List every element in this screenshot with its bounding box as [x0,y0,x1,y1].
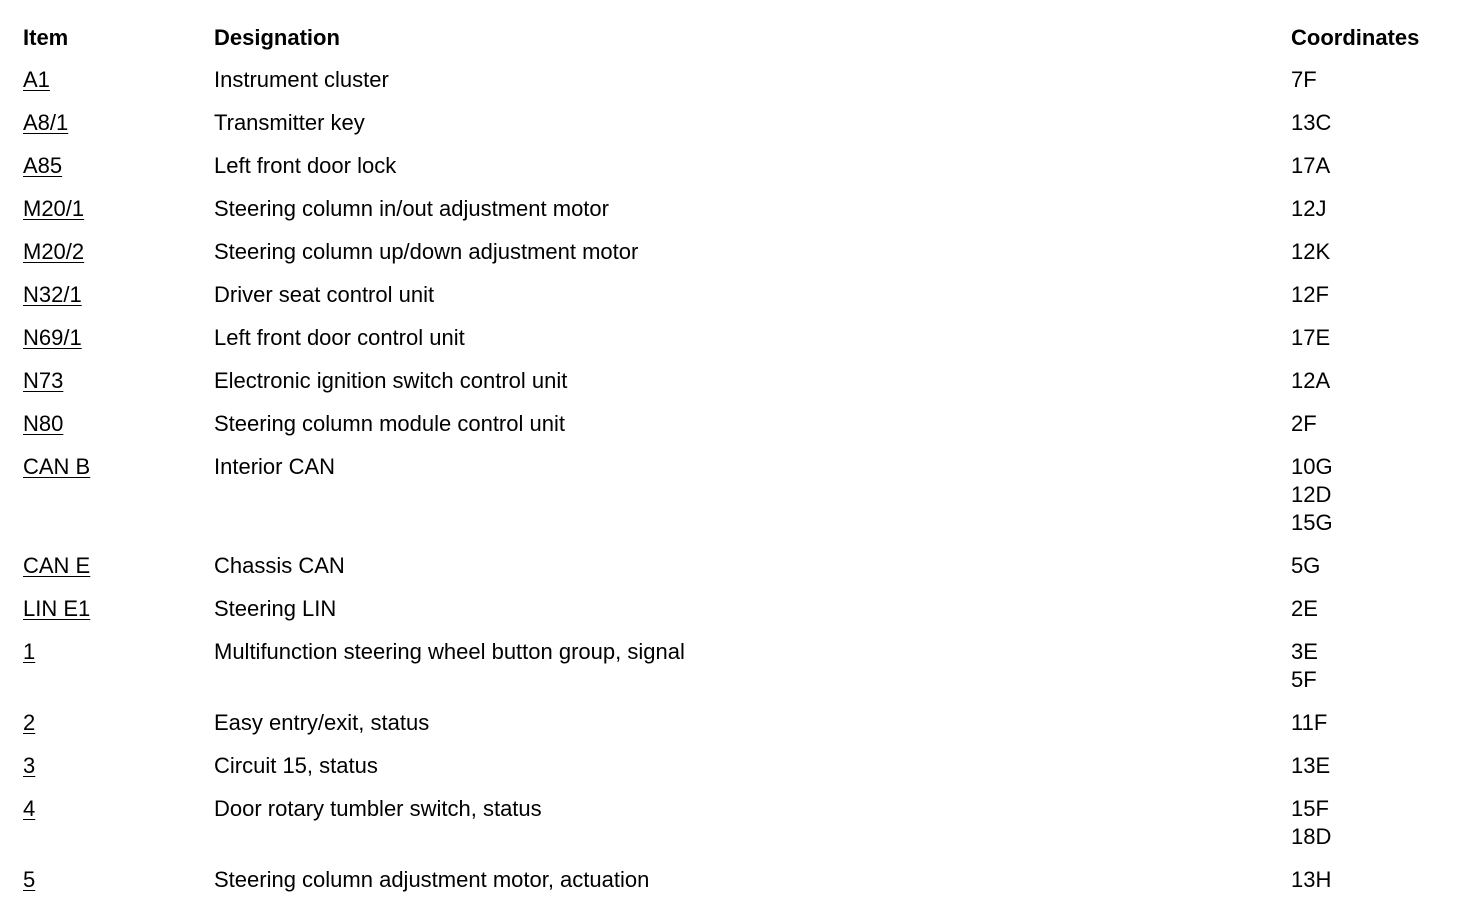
coordinates-cell [1291,109,1331,137]
coordinates-cell [1291,453,1333,537]
item-link[interactable]: A1 [23,67,50,92]
coordinate-value: 11F [1291,710,1328,735]
table-row [0,152,1472,195]
coordinate-value: 10G [1291,454,1333,479]
table-row [0,238,1472,281]
coordinate-value: 13E [1291,753,1331,778]
designation-text: Electronic ignition switch control unit [214,368,568,393]
table-row [0,367,1472,410]
designation-text: Left front door lock [214,153,397,178]
coordinates-cell [1291,552,1320,580]
item-link[interactable]: 4 [23,796,36,821]
table-row [0,453,1472,552]
designation-text: Chassis CAN [214,553,345,578]
coordinates-cell [1291,324,1330,352]
item-link[interactable]: 5 [23,867,36,892]
designation-text: Interior CAN [214,454,336,479]
header-designation: Designation [214,25,340,50]
header-coordinates: Coordinates [1291,25,1420,50]
coordinate-value: 15F [1291,796,1329,821]
item-link[interactable]: CAN B [23,454,91,479]
table-body [0,66,1472,909]
table-row [0,709,1472,752]
table-row [0,795,1472,866]
table-row [0,109,1472,152]
table-row [0,66,1472,109]
coordinates-cell [1291,367,1330,395]
coordinates-cell [1291,66,1317,94]
designation-text: Multifunction steering wheel button group, signal [214,639,685,664]
table-row [0,324,1472,367]
designation-text: Driver seat control unit [214,282,435,307]
item-link[interactable]: N69/1 [23,325,82,350]
designation-text: Steering column adjustment motor, actuation [214,867,650,892]
coordinate-value: 12F [1291,282,1329,307]
coordinates-cell [1291,281,1329,309]
coordinates-cell [1291,152,1330,180]
item-link[interactable]: CAN E [23,553,91,578]
coordinates-cell [1291,752,1330,780]
table-header [0,0,1472,66]
coordinates-cell [1291,638,1318,694]
coordinate-value: 12A [1291,368,1331,393]
designation-text: Steering column module control unit [214,411,565,436]
coordinate-value: 12K [1291,239,1331,264]
coordinates-cell [1291,795,1331,851]
coordinates-cell [1291,866,1331,894]
designation-text: Easy entry/exit, status [214,710,430,735]
coordinate-value: 17A [1291,153,1331,178]
coordinate-value: 5F [1291,667,1317,692]
item-link[interactable]: A8/1 [23,110,69,135]
coordinate-value: 2F [1291,411,1317,436]
table-row [0,552,1472,595]
item-link[interactable]: M20/1 [23,196,85,221]
table-row [0,281,1472,324]
table-row [0,638,1472,709]
designation-text: Steering column in/out adjustment motor [214,196,609,221]
designation-text: Circuit 15, status [214,753,378,778]
designation-text: Steering column up/down adjustment motor [214,239,639,264]
coordinate-value: 17E [1291,325,1331,350]
coordinates-cell [1291,709,1327,737]
coordinate-value: 13C [1291,110,1332,135]
designation-text: Instrument cluster [214,67,389,92]
table-row [0,195,1472,238]
table-row [0,595,1472,638]
coordinate-value: 18D [1291,824,1332,849]
item-link[interactable]: LIN E1 [23,596,91,621]
table-row [0,752,1472,795]
designation-text: Transmitter key [214,110,365,135]
coordinates-cell [1291,195,1326,223]
coordinates-cell [1291,410,1317,438]
table-row [0,410,1472,453]
coordinate-value: 2E [1291,596,1318,621]
coordinate-value: 3E [1291,639,1318,664]
item-link[interactable]: 2 [23,710,36,735]
coordinate-value: 13H [1291,867,1332,892]
item-link[interactable]: 3 [23,753,36,778]
item-link[interactable]: N80 [23,411,64,436]
coordinate-value: 7F [1291,67,1317,92]
designation-text: Door rotary tumbler switch, status [214,796,542,821]
item-link[interactable]: 1 [23,639,36,664]
header-item: Item [23,25,69,50]
coordinate-value: 15G [1291,510,1333,535]
coordinates-cell [1291,238,1330,266]
table-row [0,866,1472,909]
item-link[interactable]: M20/2 [23,239,85,264]
coordinate-value: 12D [1291,482,1332,507]
designation-text: Steering LIN [214,596,337,621]
item-link[interactable]: N73 [23,368,64,393]
item-link[interactable]: N32/1 [23,282,82,307]
coordinate-value: 12J [1291,196,1327,221]
designation-text: Left front door control unit [214,325,465,350]
coordinate-value: 5G [1291,553,1321,578]
coordinates-cell [1291,595,1318,623]
item-link[interactable]: A85 [23,153,63,178]
